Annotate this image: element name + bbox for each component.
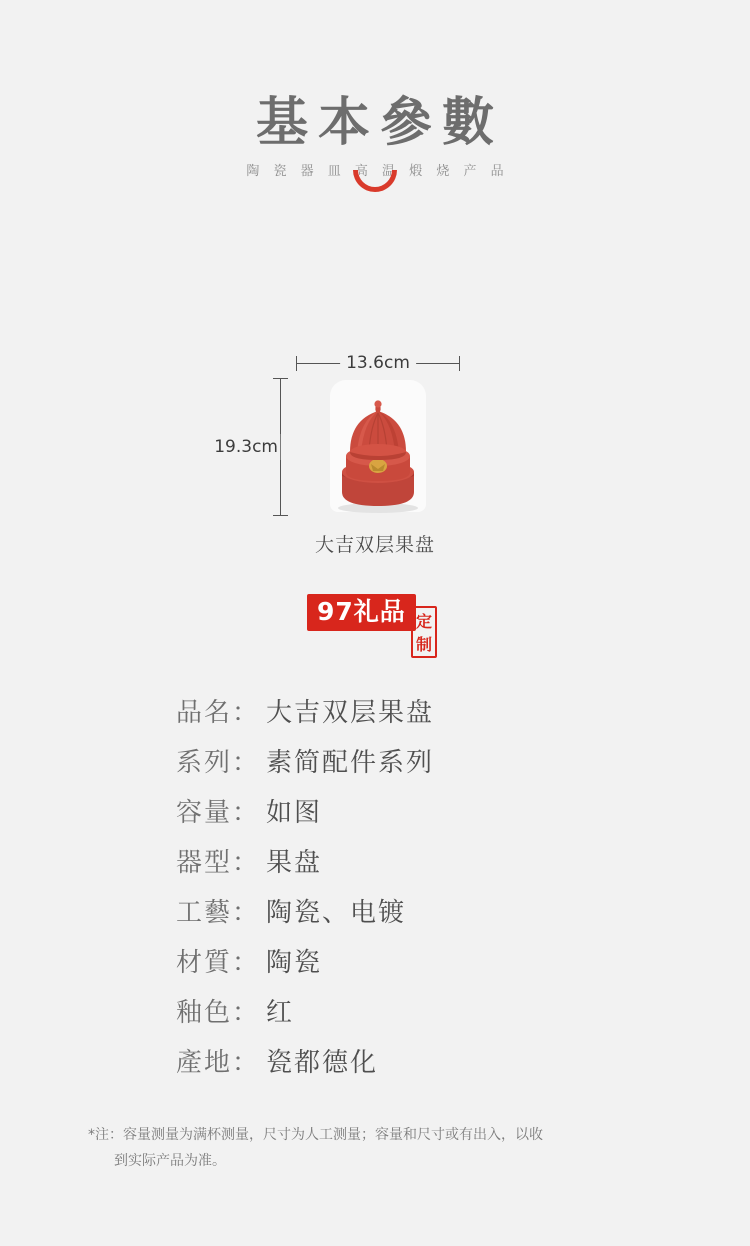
- footnote: [88, 1122, 668, 1174]
- page-subtitle: 陶 瓷 器 皿 高 温 煅 烧 产 品: [246, 164, 509, 179]
- product-image-fruit-tray: [316, 380, 440, 514]
- height-dimension-label: 19.3cm: [212, 434, 280, 460]
- spec-row: [0, 842, 750, 892]
- spec-key: 品名：: [176, 698, 261, 728]
- spec-value: 瓷都德化: [266, 1048, 379, 1078]
- height-dimension-line: [280, 378, 281, 516]
- spec-value: 红: [266, 998, 295, 1028]
- width-dimension-label: 13.6cm: [340, 352, 416, 374]
- spec-key: 產地：: [176, 1048, 261, 1078]
- decorative-arc: [353, 170, 397, 192]
- spec-key: 材質：: [176, 948, 261, 978]
- page-header: [0, 94, 750, 179]
- width-dimension: [296, 352, 460, 376]
- spec-row: [0, 742, 750, 792]
- footnote-line-2: 到实际产品为准。: [114, 1153, 226, 1169]
- spec-key: 釉色：: [176, 998, 261, 1028]
- footnote-line-1: *注：容量测量为满杯测量，尺寸为人工测量；容量和尺寸或有出入，以收: [88, 1127, 543, 1143]
- product-caption: 大吉双层果盘: [314, 534, 435, 556]
- spec-key: 系列：: [176, 748, 261, 778]
- spec-row: [0, 792, 750, 842]
- height-dimension-cap-top: [273, 378, 288, 379]
- spec-value: 大吉双层果盘: [266, 698, 435, 728]
- width-dimension-cap-right: [459, 356, 460, 371]
- page-title: 基本參數: [255, 93, 504, 153]
- spec-row: [0, 992, 750, 1042]
- brand-stamp-side: 定制: [411, 606, 437, 658]
- spec-key: 容量：: [176, 798, 261, 828]
- brand-stamp-main: 97礼品: [307, 594, 416, 631]
- spec-key: 器型：: [176, 848, 261, 878]
- spec-value: 陶瓷、电镀: [266, 898, 407, 928]
- spec-row: [0, 892, 750, 942]
- height-dimension-cap-bottom: [273, 515, 288, 516]
- spec-value: 素简配件系列: [266, 748, 435, 778]
- width-dimension-cap-left: [296, 356, 297, 371]
- spec-value: 果盘: [266, 848, 323, 878]
- spec-value: 如图: [266, 798, 323, 828]
- spec-row: [0, 692, 750, 742]
- product-diagram: [0, 352, 750, 562]
- spec-row: [0, 942, 750, 992]
- brand-stamp: [0, 594, 750, 664]
- spec-list: [0, 692, 750, 1092]
- height-dimension: [214, 378, 285, 516]
- spec-value: 陶瓷: [266, 948, 323, 978]
- spec-row: [0, 1042, 750, 1092]
- spec-key: 工藝：: [176, 898, 261, 928]
